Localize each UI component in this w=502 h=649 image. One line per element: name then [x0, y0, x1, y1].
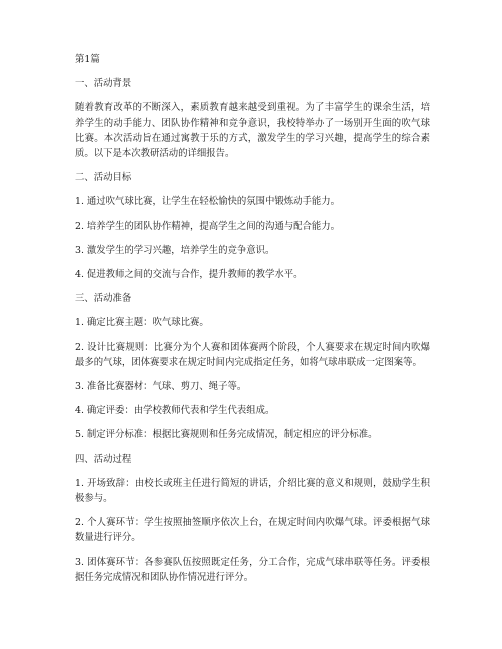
section-heading: 一、活动背景 [75, 78, 132, 90]
section-heading: 二、活动目标 [75, 172, 132, 184]
list-item: 1. 通过吹气球比赛，让学生在轻松愉快的氛围中锻炼动手能力。 [75, 196, 341, 208]
list-item: 1. 开场致辞：由校长或班主任进行简短的讲话，介绍比赛的意义和规则，鼓励学生积极参与。 [75, 477, 430, 505]
section-heading: 四、活动过程 [75, 453, 132, 465]
document-title: 第1篇 [75, 54, 100, 65]
list-item: 2. 个人赛环节：学生按照抽签顺序依次上台，在规定时间内吹爆气球。评委根据气球数量进行评分。 [75, 517, 430, 544]
list-item: 3. 团体赛环节：各参赛队伍按照既定任务，分工合作，完成气球串联等任务。评委根据任务完成情况和团队协作情况进行评分。 [75, 556, 430, 583]
list-item: 3. 激发学生的学习兴趣，培养学生的竞争意识。 [75, 244, 275, 256]
list-item: 1. 确定比赛主题：吹气球比赛。 [75, 317, 209, 329]
document-body [75, 52, 430, 594]
list-item: 2. 设计比赛规则：比赛分为个人赛和团体赛两个阶段，个人赛要求在规定时间内吹爆最多的气球，团体赛要求在规定时间内完成指定任务，如将气球串联成一定图案等。 [75, 341, 430, 368]
section-heading: 三、活动准备 [75, 293, 132, 305]
list-item: 5. 制定评分标准：根据比赛规则和任务完成情况，制定相应的评分标准。 [75, 429, 378, 441]
list-item: 4. 确定评委：由学校教师代表和学生代表组成。 [75, 405, 275, 417]
list-item: 4. 促进教师之间的交流与合作，提升教师的教学水平。 [75, 269, 303, 281]
list-item: 3. 准备比赛器材：气球、剪刀、绳子等。 [75, 381, 247, 393]
list-item: 2. 培养学生的团队协作精神，提高学生之间的沟通与配合能力。 [75, 220, 341, 232]
section-paragraph: 随着教育改革的不断深入，素质教育越来越受到重视。为了丰富学生的课余生活，培养学生的动手能力、团队协作精神和竞争意识，我校特举办了一场别开生面的吹气球比赛。本次活动旨在通过寓教于乐的方式，激发学生的学习兴趣，提高学生的综合素质。以下是本次教研活动的详细报告。 [75, 102, 430, 160]
